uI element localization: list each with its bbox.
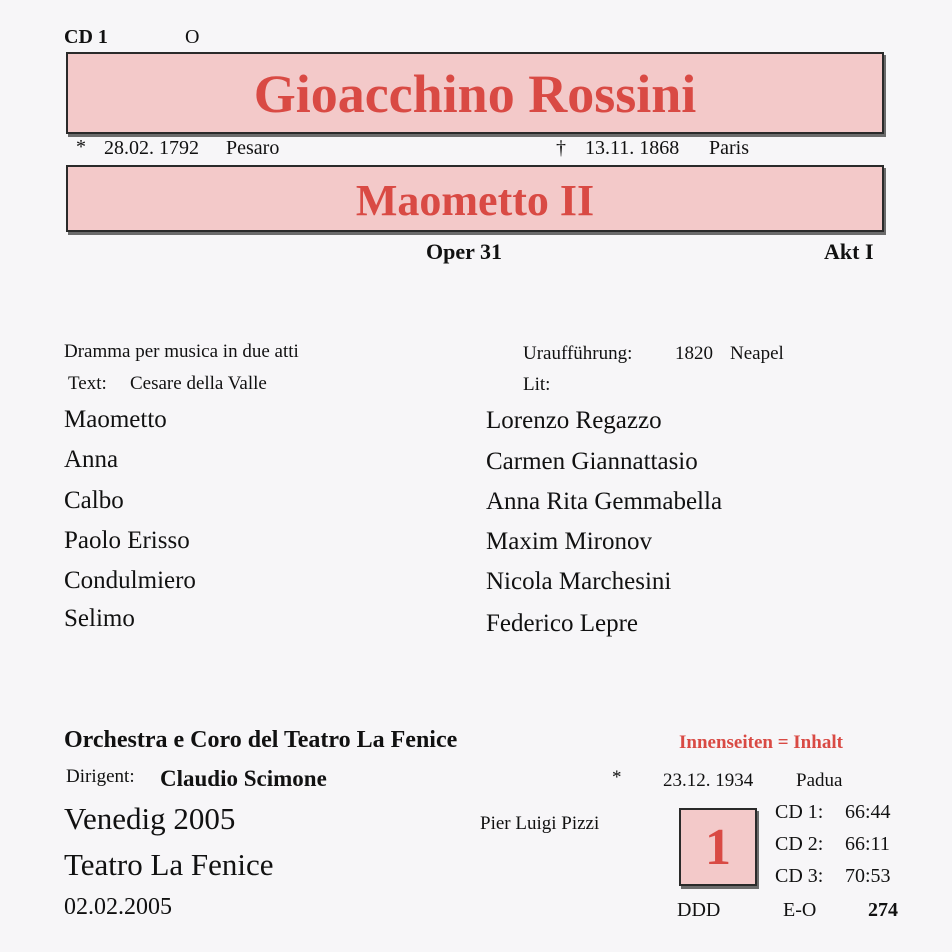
cast-role: Paolo Erisso [64,527,190,554]
cast-role: Anna [64,446,119,473]
conductor-birth-place: Padua [796,770,843,791]
premiere-year: 1820 [675,343,713,364]
birth-star: * [76,136,86,158]
librettist: Cesare della Valle [130,373,267,394]
cd-time-value: 66:44 [845,801,891,823]
cd-time-label: CD 1: [775,801,824,823]
cd-time-label: CD 2: [775,833,824,855]
recording-code: DDD [677,899,721,921]
opera-banner [66,165,884,232]
orchestra-name: Orchestra e Coro del Teatro La Fenice [64,727,458,753]
opera-title: Maometto II [355,176,595,225]
cast-role: Maometto [64,406,167,433]
death-cross: † [556,137,566,159]
catalog-number: 274 [868,899,898,921]
inner-pages-note: Innenseiten = Inhalt [679,732,843,753]
cast-singer: Carmen Giannattasio [486,448,698,475]
cast-singer: Anna Rita Gemmabella [486,488,723,515]
opus-number: Oper 31 [426,239,502,264]
birth-place: Pesaro [226,137,280,159]
death-date: 13.11. 1868 [585,137,680,159]
director-name: Pier Luigi Pizzi [480,813,600,834]
cast-singer: Federico Lepre [486,610,639,637]
cast-singer: Nicola Marchesini [486,568,672,595]
birth-date: 28.02. 1792 [104,137,199,159]
category-code: E-O [783,899,817,921]
composer-banner [66,52,884,134]
cd-time-label: CD 3: [775,865,824,887]
conductor-name: Claudio Scimone [160,766,327,791]
premiere-city: Neapel [730,343,784,364]
conductor-star: * [612,767,622,788]
act-label: Akt I [824,239,874,264]
cast-singer: Lorenzo Regazzo [486,407,662,434]
cast-role: Selimo [64,605,135,632]
cast-role: Condulmiero [64,567,196,594]
conductor-birth-date: 23.12. 1934 [663,770,754,791]
cd-time-value: 66:11 [845,833,890,855]
conductor-label: Dirigent: [66,766,135,787]
text-label: Text: [68,373,107,394]
genre-text: Dramma per musica in due atti [64,341,299,362]
cd-number: 1 [705,819,731,876]
lit-label: Lit: [523,374,551,395]
performance-date: 02.02.2005 [64,894,172,920]
composer-name: Gioacchino Rossini [253,64,697,124]
cast-singer: Maxim Mironov [486,528,652,555]
marker-symbol: O [185,26,200,48]
premiere-label: Uraufführung: [523,343,633,364]
death-place: Paris [709,137,749,159]
cast-role: Calbo [64,487,124,514]
cd-label: CD 1 [64,26,108,48]
venue-city-year: Venedig 2005 [64,801,236,836]
cd-number-box [679,808,757,886]
cd-time-value: 70:53 [845,865,891,887]
venue-name: Teatro La Fenice [64,847,274,882]
